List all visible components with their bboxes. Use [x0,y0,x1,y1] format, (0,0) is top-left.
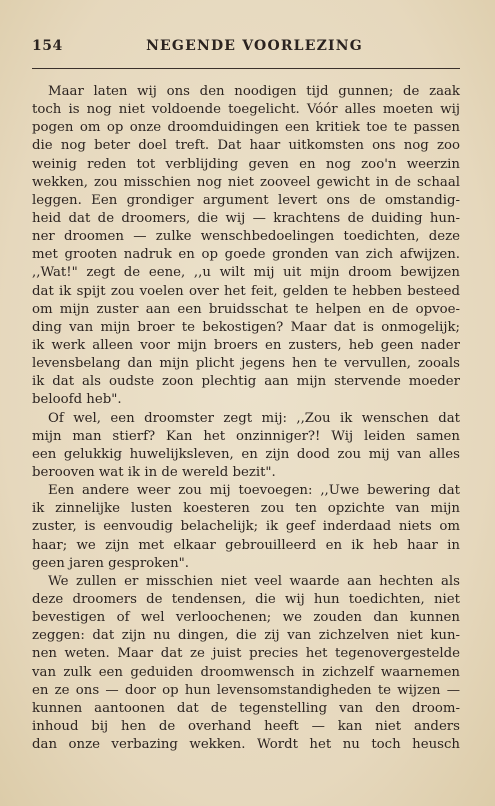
text-line: ik dat als oudste zoon plechtig aan mijn stervende moeder [32,374,460,390]
text-line: leggen. Een grondiger argument levert ons de omstandig- [32,192,460,208]
text-line: toch is nog niet voldoende toegelicht. Vóór alles moeten wij [32,102,460,118]
text-line: geen jaren gesproken". [32,555,190,571]
text-line: een gelukkig huwelijksleven, en zijn dood zou mij van alles [32,446,460,462]
text-line: dan onze verbazing wekken. Wordt het nu toch heusch [32,737,460,753]
text-line: die nog beter doel treft. Dat haar uitkomsten ons nog zoo [32,138,460,154]
page-number: 154 [32,38,63,54]
text-line: levensbelang dan mijn plicht jegens hen te vervullen, zooals [32,356,460,372]
text-line: van zulk een geduiden droomwensch in zichzelf waarnemen [32,664,460,680]
text-line: weinig reden tot verblijding geven en nog zoo'n weerzin [32,156,460,172]
text-line: mijn man stierf? Kan het onzinniger?! Wij leiden samen [32,428,460,444]
text-line: heid dat de droomers, die wij — krachtens de duiding hun- [32,210,460,226]
text-line: beloofd heb". [32,392,122,408]
running-head: NEGENDE VOORLEZING [146,38,363,54]
text-line: en ze ons — door op hun levensomstandigheden te wijzen — [32,682,460,698]
text-line: ik zinnelijke lusten koesteren zou ten opzichte van mijn [32,501,460,517]
text-line: ner droomen — zulke wenschbedoelingen toedichten, deze [32,229,460,245]
text-line: met grooten nadruk en op goede gronden van zich afwijzen. [32,247,460,263]
text-line: haar; we zijn met elkaar gebrouilleerd en ik heb haar in [32,537,460,553]
text-line: zeggen: dat zijn nu dingen, die zij van zichzelven niet kun- [32,628,460,644]
page-header [32,38,457,58]
text-line: bevestigen of wel verloochenen; we zouden dan kunnen [32,610,460,626]
text-line: ,,Wat!" zegt de eene, ,,u wilt mij uit mijn droom bewijzen [32,265,460,281]
text-line: om mijn zuster aan een bruidsschat te helpen en de opvoe- [32,301,460,317]
text-line: zuster, is eenvoudig belachelijk; ik geef inderdaad niets om [32,519,460,535]
text-line: kunnen aantoonen dat de tegenstelling van den droom- [32,700,460,716]
text-line: nen weten. Maar dat ze juist precies het tegenovergestelde [32,646,460,662]
text-line: ik werk alleen voor mijn broers en zusters, heb geen nader [32,337,460,353]
text-line: deze droomers de tendensen, die wij hun toedichten, niet [32,591,460,607]
header-rule [32,68,460,69]
text-line: wekken, zou misschien nog niet zooveel gewicht in de schaal [32,174,460,190]
text-line: Of wel, een droomster zegt mij: ,,Zou ik wenschen dat [48,410,460,426]
text-line: inhoud bij hen de overhand heeft — kan niet anders [32,718,460,734]
text-line: berooven wat ik in de wereld bezit". [32,464,276,480]
text-line: ding van mijn broer te bekostigen? Maar dat is onmogelijk; [32,319,460,335]
text-line: pogen om op onze droomduidingen een kritiek toe te passen [32,120,460,136]
body-text [32,83,460,754]
text-line: dat ik spijt zou voelen over het feit, gelden te hebben besteed [32,283,460,299]
text-line: Een andere weer zou mij toevoegen: ,,Uwe bewering dat [48,483,460,499]
text-line: Maar laten wij ons den noodigen tijd gunnen; de zaak [48,84,460,99]
text-line: We zullen er misschien niet veel waarde aan hechten als [48,573,460,589]
